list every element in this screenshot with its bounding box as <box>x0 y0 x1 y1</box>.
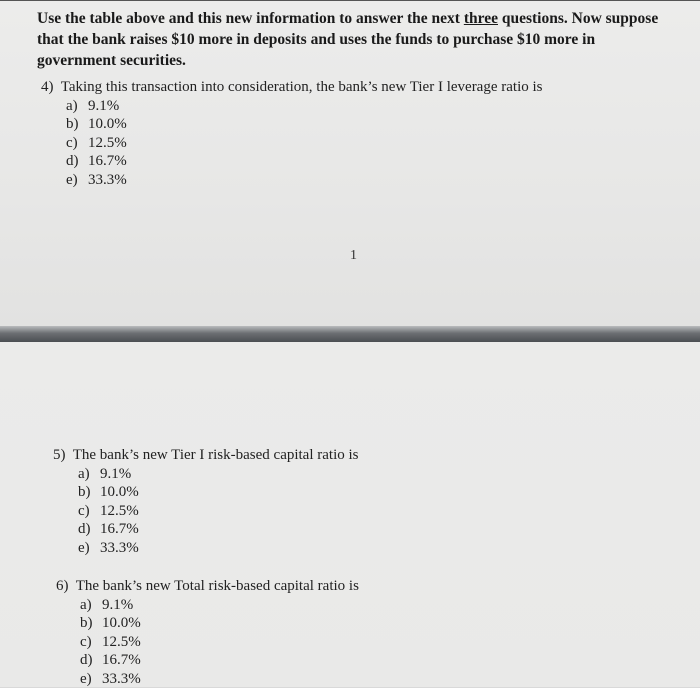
option-letter: d) <box>66 152 88 171</box>
option-letter: b) <box>66 115 88 134</box>
option-d <box>80 651 359 670</box>
answer-options <box>41 97 543 190</box>
option-e <box>78 539 359 558</box>
option-d <box>78 520 359 539</box>
question-stem <box>53 446 359 465</box>
answer-options <box>56 596 359 688</box>
instructions-text-1: Use the table above and this new information to answer the next <box>37 10 464 27</box>
option-d <box>66 152 543 171</box>
option-value: 12.5% <box>102 634 141 650</box>
page-divider <box>0 326 700 342</box>
option-letter: c) <box>80 633 102 652</box>
option-letter: c) <box>66 134 88 153</box>
option-value: 16.7% <box>102 652 141 668</box>
option-b <box>78 483 359 502</box>
question-5 <box>53 446 359 557</box>
option-e <box>80 670 359 688</box>
option-value: 10.0% <box>100 484 139 500</box>
option-value: 9.1% <box>102 597 133 613</box>
page-number: 1 <box>350 248 357 264</box>
option-c <box>66 134 543 153</box>
option-value: 10.0% <box>102 615 141 631</box>
option-letter: e) <box>78 539 100 558</box>
option-letter: a) <box>80 596 102 615</box>
answer-options <box>53 465 359 558</box>
question-number: 4) <box>41 79 54 95</box>
question-text: The bank’s new Total risk-based capital ratio is <box>76 578 359 594</box>
question-number: 5) <box>53 447 66 463</box>
option-b <box>66 115 543 134</box>
option-value: 16.7% <box>88 153 127 169</box>
option-letter: b) <box>80 614 102 633</box>
option-letter: a) <box>66 97 88 116</box>
question-text: Taking this transaction into consideration, the bank’s new Tier I leverage ratio is <box>61 79 543 95</box>
option-value: 10.0% <box>88 116 127 132</box>
option-value: 16.7% <box>100 521 139 537</box>
option-value: 33.3% <box>102 671 141 687</box>
question-number: 6) <box>56 578 69 594</box>
option-value: 33.3% <box>100 540 139 556</box>
instructions-text-2: questions. Now suppose that the bank raises $10 more in deposits and uses the funds to purchase $10 more in government securities. <box>37 10 658 69</box>
option-value: 9.1% <box>88 98 119 114</box>
question-6 <box>56 577 359 688</box>
option-value: 9.1% <box>100 466 131 482</box>
option-a <box>80 596 359 615</box>
option-a <box>78 465 359 484</box>
option-value: 12.5% <box>88 135 127 151</box>
option-c <box>80 633 359 652</box>
option-b <box>80 614 359 633</box>
option-letter: e) <box>66 171 88 190</box>
option-e <box>66 171 543 190</box>
option-letter: d) <box>78 520 100 539</box>
option-a <box>66 97 543 116</box>
question-stem <box>41 78 543 97</box>
question-text: The bank’s new Tier I risk-based capital ratio is <box>73 447 359 463</box>
option-letter: a) <box>78 465 100 484</box>
question-4 <box>41 78 543 189</box>
option-letter: d) <box>80 651 102 670</box>
option-letter: b) <box>78 483 100 502</box>
option-value: 33.3% <box>88 172 127 188</box>
question-stem <box>56 577 359 596</box>
instructions-emphasis: three <box>464 10 498 27</box>
option-c <box>78 502 359 521</box>
option-letter: e) <box>80 670 102 688</box>
instructions <box>37 8 677 71</box>
option-value: 12.5% <box>100 503 139 519</box>
option-letter: c) <box>78 502 100 521</box>
